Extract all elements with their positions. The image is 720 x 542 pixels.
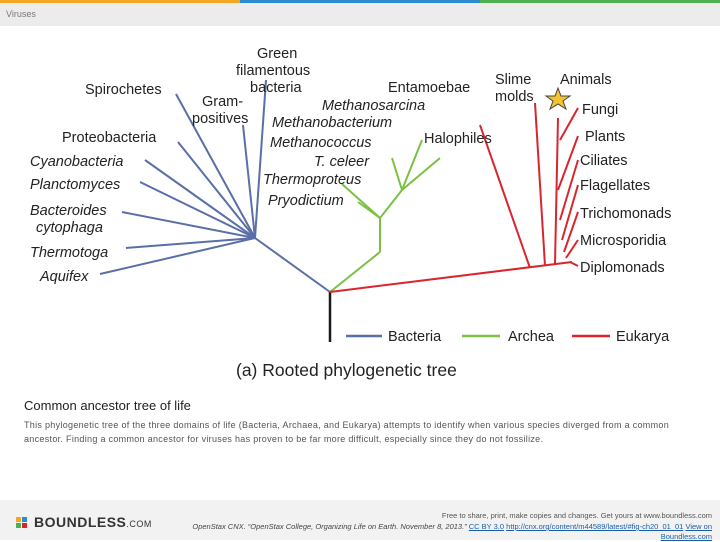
label-flagellates: Flagellates [580, 178, 651, 194]
accent-stripe-green [480, 0, 720, 3]
label-slime-2: molds [495, 89, 534, 105]
legend-eukarya: Eukarya [616, 329, 670, 345]
label-methanobacterium: Methanobacterium [272, 115, 393, 131]
label-aquifex: Aquifex [40, 269, 89, 285]
phylogenetic-tree-diagram [0, 30, 720, 390]
caption-title: Common ancestor tree of life [24, 398, 191, 413]
label-methanosarcina: Methanosarcina [322, 98, 426, 114]
header-bar [0, 0, 720, 26]
boundless-logo[interactable] [14, 514, 152, 530]
label-spirochetes: Spirochetes [85, 82, 162, 98]
boundless-logo-icon [14, 515, 30, 529]
legend-archea: Archea [508, 329, 554, 345]
label-slime-1: Slime [495, 72, 532, 88]
label-animals: Animals [560, 72, 612, 88]
label-gram-2: positives [192, 111, 249, 127]
label-cyanobacteria: Cyanobacteria [30, 154, 124, 170]
legend [346, 329, 670, 345]
credit-text: OpenStax CNX. “OpenStax College, Organizing Life on Earth. November 8, 2013.” CC BY 3.0 http://cnx.org/content/m44589/latest/#fig-ch20_01_01 View on Boundless.com [192, 522, 712, 541]
label-entamoebae: Entamoebae [388, 80, 471, 96]
label-fungi: Fungi [582, 102, 619, 118]
source-link[interactable]: http://cnx.org/content/m44589/latest/#fig-ch20_01_01 [506, 522, 684, 531]
label-bacteroides-1: Bacteroides [30, 203, 107, 219]
label-thermoproteus: Thermoproteus [263, 172, 362, 188]
star-icon [546, 88, 570, 109]
label-methanococcus: Methanococcus [270, 135, 372, 151]
label-green-3: bacteria [250, 80, 302, 96]
legend-bacteria: Bacteria [388, 329, 442, 345]
label-ciliates: Ciliates [580, 153, 628, 169]
label-bacteroides-2: cytophaga [36, 220, 103, 236]
label-pryodictium: Pryodictium [268, 193, 344, 209]
label-gram-1: Gram- [202, 94, 244, 110]
free-to-share-text: Free to share, print, make copies and changes. Get yours at www.boundless.com [441, 511, 712, 520]
label-halophiles: Halophiles [424, 131, 492, 147]
label-proteobacteria: Proteobacteria [62, 130, 157, 146]
label-green-2: filamentous [236, 63, 311, 79]
diagram-title: (a) Rooted phylogenetic tree [236, 360, 457, 380]
label-thermotoga: Thermotoga [30, 245, 109, 261]
label-plants: Plants [585, 129, 626, 145]
label-t-celeer: T. celeer [314, 154, 370, 170]
label-microsporidia: Microsporidia [580, 233, 667, 249]
accent-stripe-orange [0, 0, 240, 3]
accent-stripe-blue [240, 0, 480, 3]
label-trichomonads: Trichomonads [580, 206, 672, 222]
brand-name: BOUNDLESS.COM [34, 514, 152, 530]
view-on-boundless-link[interactable]: View on Boundless.com [660, 522, 712, 541]
slide-title: Viruses [6, 9, 36, 19]
license-link[interactable]: CC BY 3.0 [468, 522, 505, 531]
label-diplomonads: Diplomonads [580, 260, 665, 276]
label-green-1: Green [257, 46, 298, 62]
label-planctomyces: Planctomyces [30, 177, 121, 193]
caption-body: This phylogenetic tree of the three domains of life (Bacteria, Archaea, and Eukarya) attempts to identify when various species diverged from a common ancestor. Finding a common ancestor for viruses has proven to be far more difficult, especially since they do not fossilize. [24, 420, 670, 444]
